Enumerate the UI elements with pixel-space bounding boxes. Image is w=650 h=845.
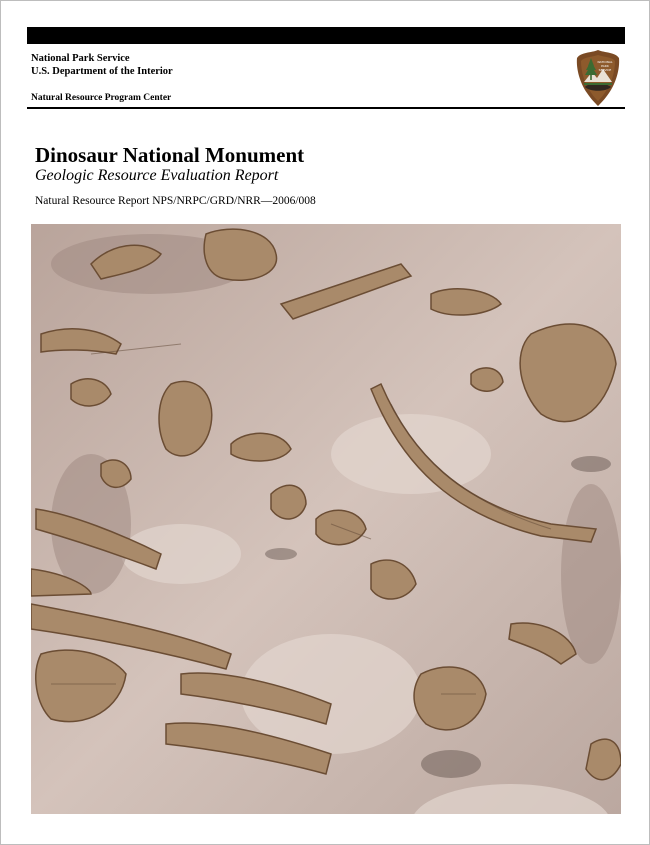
report-subtitle: Geologic Resource Evaluation Report [35,167,279,184]
report-number: Natural Resource Report NPS/NRPC/GRD/NRR—2006/008 [35,195,316,207]
nps-arrowhead-icon [575,49,621,107]
dinosaur-bones-photo [31,224,621,814]
logo-text-national: NATIONAL [597,60,613,64]
logo-text-park: PARK [601,64,609,68]
logo-text-service: SERVICE [598,68,612,72]
cover-photo [31,224,621,814]
program-center: Natural Resource Program Center [31,93,172,103]
department-name: U.S. Department of the Interior [31,66,173,77]
header-bar [27,27,625,44]
agency-block [31,52,173,78]
header-rule [27,107,625,109]
agency-name: National Park Service [31,53,130,64]
report-title: Dinosaur National Monument [35,143,305,167]
